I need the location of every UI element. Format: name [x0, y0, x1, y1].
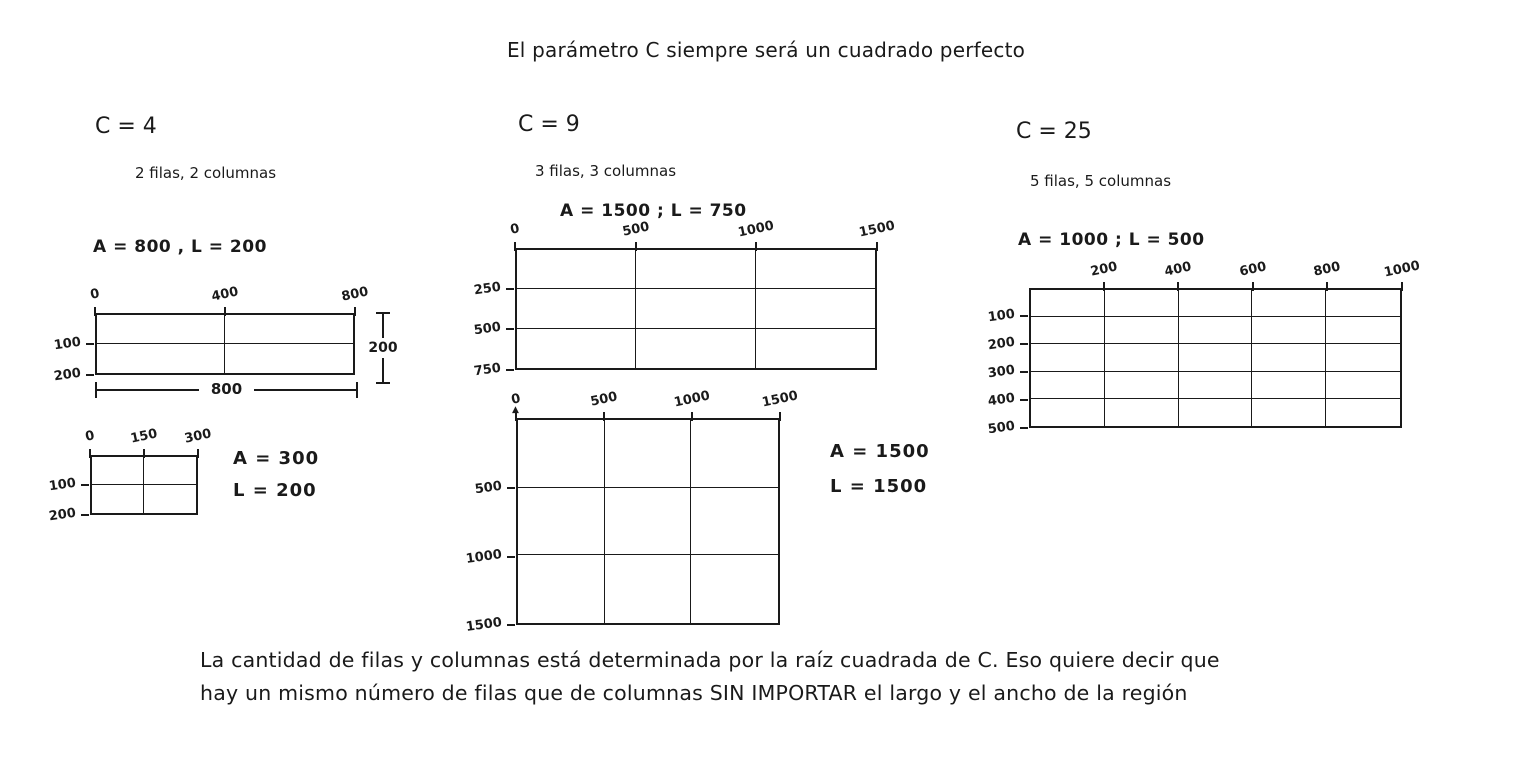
grid-lines	[95, 313, 355, 375]
x-axis-label: 1000	[1382, 258, 1422, 281]
grid-cell	[1326, 290, 1400, 317]
grid-cell	[1031, 344, 1105, 371]
dim-cap-right	[356, 382, 358, 398]
x-axis-label: 0	[89, 286, 101, 303]
grid-c25-main	[986, 258, 1422, 438]
x-axis-tick	[143, 449, 145, 458]
grid-lines	[1029, 288, 1402, 428]
grid-c9-square	[464, 388, 800, 635]
grid-cell	[1179, 317, 1253, 344]
x-axis-label: 200	[1088, 259, 1119, 280]
page-title: El parámetro C siempre será un cuadrado perfecto	[506, 38, 1026, 62]
grid-c4-small-area-label: A = 300	[233, 448, 320, 469]
x-axis-label: 400	[210, 284, 240, 305]
grid-cell	[1326, 372, 1400, 399]
grid-cell	[1031, 372, 1105, 399]
panel-c25-heading: C = 25	[1016, 119, 1092, 144]
x-axis-tick	[1252, 282, 1254, 291]
y-axis-label: 250	[472, 279, 502, 298]
x-axis-tick	[89, 449, 91, 458]
grid-cell	[756, 289, 875, 328]
grid-cell	[636, 289, 755, 328]
dim-line-top	[382, 312, 384, 338]
grid-cell	[517, 289, 636, 328]
y-axis-label: 100	[47, 475, 77, 495]
x-axis-tick	[224, 307, 226, 316]
footer-line-1: La cantidad de filas y columnas está determinada por la raíz cuadrada de C. Eso quiere decir que	[200, 648, 1220, 672]
y-axis-tick	[506, 328, 514, 330]
x-axis-label: 0	[509, 221, 521, 238]
grid-c9-wide	[472, 218, 897, 380]
x-axis-tick	[635, 242, 637, 251]
grid-cell	[1179, 372, 1253, 399]
dim-line-bottom	[382, 358, 384, 384]
footer-line-2: hay un mismo número de filas que de columnas SIN IMPORTAR el largo y el ancho de la región	[200, 681, 1188, 705]
y-axis-label: 500	[472, 320, 502, 339]
grid-cell	[605, 555, 692, 623]
dim-line-left	[97, 389, 199, 391]
grid-cell	[1105, 372, 1179, 399]
grid-cell	[225, 315, 353, 344]
panel-c4-params: A = 800 , L = 200	[93, 237, 267, 257]
grid-cell	[1179, 344, 1253, 371]
grid-cell	[1252, 344, 1326, 371]
dimension-marker-height	[366, 312, 400, 384]
grid-cell	[1031, 317, 1105, 344]
x-axis-label: 500	[589, 389, 619, 410]
grid-cell	[518, 488, 605, 556]
dim-width-value: 800	[210, 380, 243, 398]
x-axis-label: 1000	[672, 388, 712, 411]
x-axis-tick	[1103, 282, 1105, 291]
y-axis-label: 500	[473, 478, 503, 498]
y-axis-label: 100	[986, 306, 1016, 326]
y-axis-tick	[1020, 399, 1028, 401]
grid-cell	[1252, 290, 1326, 317]
grid-cell	[605, 420, 692, 488]
grid-cell	[605, 488, 692, 556]
grid-lines	[516, 418, 780, 625]
dim-line-right	[254, 389, 356, 391]
x-axis-label: 1500	[857, 218, 897, 241]
y-axis-tick	[81, 514, 89, 516]
x-axis-tick	[354, 307, 356, 316]
grid-cell	[225, 344, 353, 373]
grid-c4-main	[52, 284, 370, 385]
y-axis-tick	[1020, 427, 1028, 429]
grid-cell	[1326, 317, 1400, 344]
panel-c25-subheading: 5 filas, 5 columnas	[1030, 172, 1172, 190]
x-axis-tick	[514, 242, 516, 251]
y-axis-tick	[507, 556, 515, 558]
grid-lines	[90, 455, 198, 515]
x-axis-tick	[876, 242, 878, 251]
x-axis-label: 400	[1163, 259, 1194, 280]
x-axis-label: 0	[510, 391, 522, 408]
y-axis-label: 500	[986, 418, 1016, 438]
grid-cell	[92, 457, 144, 485]
grid-cell	[636, 329, 755, 368]
grid-cell	[1105, 399, 1179, 426]
grid-cell	[691, 488, 778, 556]
grid-cell	[1252, 399, 1326, 426]
y-axis-label: 750	[472, 360, 502, 380]
y-axis-tick	[506, 288, 514, 290]
grid-lines	[515, 248, 877, 370]
panel-c9-params: A = 1500 ; L = 750	[560, 201, 747, 221]
grid-cell	[636, 250, 755, 289]
y-axis-tick	[506, 369, 514, 371]
grid-cell	[1031, 399, 1105, 426]
grid-cell	[1326, 399, 1400, 426]
grid-cell	[1105, 344, 1179, 371]
y-axis-label: 100	[52, 334, 82, 354]
grid-c9-square-length-label: L = 1500	[830, 476, 928, 497]
panel-c4-heading: C = 4	[95, 114, 157, 139]
grid-cell	[1252, 372, 1326, 399]
x-axis-tick	[755, 242, 757, 251]
grid-cell	[756, 329, 875, 368]
x-axis-label: 600	[1237, 259, 1268, 280]
y-axis-tick	[81, 484, 89, 486]
footer-explanation	[200, 644, 1220, 710]
x-axis-tick	[1401, 282, 1403, 291]
panel-c25-params: A = 1000 ; L = 500	[1018, 230, 1205, 250]
y-axis-label: 200	[986, 334, 1016, 354]
x-axis-label: 1500	[760, 388, 800, 411]
dimension-marker-width	[95, 381, 358, 399]
x-axis-tick	[691, 412, 693, 421]
grid-cell	[517, 250, 636, 289]
grid-cell	[691, 555, 778, 623]
x-axis-tick	[197, 449, 199, 458]
grid-cell	[144, 457, 196, 485]
x-axis-label: 800	[340, 284, 370, 305]
y-axis-label: 200	[47, 505, 77, 525]
grid-cell	[756, 250, 875, 289]
dim-height-value: 200	[368, 340, 398, 356]
y-axis-label: 1000	[464, 547, 503, 568]
panel-c4-subheading: 2 filas, 2 columnas	[135, 164, 277, 182]
grid-cell	[1031, 290, 1105, 317]
grid-cell	[1179, 290, 1253, 317]
grid-cell	[518, 555, 605, 623]
x-axis-label: 150	[129, 426, 159, 447]
grid-cell	[97, 315, 225, 344]
y-axis-tick	[86, 374, 94, 376]
y-axis-tick	[507, 487, 515, 489]
panel-c9-heading: C = 9	[518, 112, 580, 137]
y-axis-label: 1500	[464, 615, 503, 635]
grid-c9-square-area-label: A = 1500	[830, 441, 930, 462]
grid-cell	[1179, 399, 1253, 426]
grid-cell	[518, 420, 605, 488]
grid-c4-small-length-label: L = 200	[233, 480, 317, 501]
x-axis-tick	[1326, 282, 1328, 291]
x-axis-tick	[603, 412, 605, 421]
y-axis-label: 200	[52, 365, 82, 385]
x-axis-label: 0	[84, 428, 96, 445]
grid-cell	[1252, 317, 1326, 344]
grid-cell	[1105, 290, 1179, 317]
x-axis-tick	[94, 307, 96, 316]
grid-cell	[97, 344, 225, 373]
x-axis-label: 800	[1312, 259, 1343, 280]
grid-cell	[517, 329, 636, 368]
grid-cell	[92, 485, 144, 513]
y-axis-label: 400	[986, 390, 1016, 410]
grid-cell	[1105, 317, 1179, 344]
y-axis-tick	[507, 624, 515, 626]
x-axis-label: 500	[620, 219, 651, 240]
grid-cell	[144, 485, 196, 513]
y-axis-tick	[86, 343, 94, 345]
x-axis-tick	[1177, 282, 1179, 291]
x-axis-label: 1000	[737, 218, 776, 241]
y-axis-tick	[1020, 315, 1028, 317]
y-axis-label: 300	[986, 362, 1016, 382]
x-axis-tick	[779, 412, 781, 421]
grid-cell	[1326, 344, 1400, 371]
grid-c4-small	[47, 426, 213, 525]
panel-c9-subheading: 3 filas, 3 columnas	[535, 162, 677, 180]
y-axis-tick	[1020, 343, 1028, 345]
y-axis-tick	[1020, 371, 1028, 373]
grid-cell	[691, 420, 778, 488]
origin-arrow-icon: ▲	[512, 405, 519, 415]
x-axis-label: 300	[183, 426, 213, 447]
